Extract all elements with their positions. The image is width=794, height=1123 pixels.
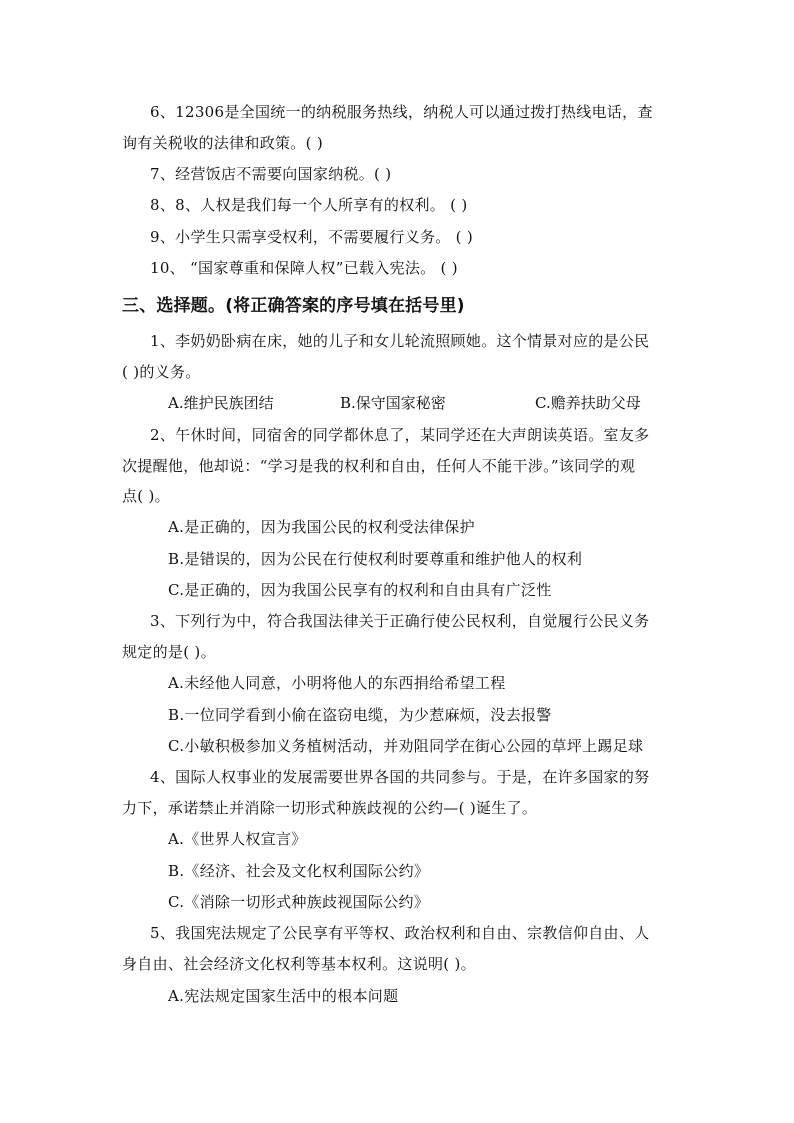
- choice-q1-options: [168, 393, 688, 413]
- judgment-q6-line2: 询有关税收的法律和政策。( ): [122, 134, 323, 152]
- choice-q4-line2: 力下，承诺禁止并消除一切形式种族歧视的公约—( )诞生了。: [122, 799, 538, 817]
- choice-q2-line3: 点( )。: [122, 487, 170, 505]
- choice-q5-line2: 身自由、社会经济文化权利等基本权利。这说明( )。: [122, 955, 476, 973]
- choice-q3-option-c: C.小敏积极参加义务植树活动，并劝阻同学在街心公园的草坪上踢足球: [168, 737, 644, 755]
- judgment-q6-line1: 6、12306是全国统一的纳税服务热线，纳税人可以通过拨打热线电话，查: [150, 103, 653, 121]
- choice-q2-option-a: A.是正确的，因为我国公民的权利受法律保护: [168, 518, 475, 536]
- choice-q5-option-a: A.宪法规定国家生活中的根本问题: [168, 987, 399, 1005]
- choice-q4-option-c: C.《消除一切形式种族歧视国际公约》: [168, 893, 430, 911]
- choice-q1-option-a: A.维护民族团结: [168, 394, 274, 412]
- judgment-q7: 7、经营饭店不需要向国家纳税。( ): [150, 165, 392, 183]
- section-heading: 三、选择题。(将正确答案的序号填在括号里): [122, 296, 465, 316]
- choice-q4-option-b: B.《经济、社会及文化权利国际公约》: [168, 862, 430, 880]
- choice-q2-option-b: B.是错误的，因为公民在行使权利时要尊重和维护他人的权利: [168, 550, 583, 568]
- choice-q1-line2: ( )的义务。: [122, 363, 201, 381]
- choice-q2-line1: 2、午休时间，同宿舍的同学都休息了，某同学还在大声朗读英语。室友多: [150, 426, 650, 444]
- choice-q2-option-c: C.是正确的，因为我国公民享有的权利和自由具有广泛性: [168, 581, 552, 599]
- choice-q1-option-b: B.保守国家秘密: [340, 394, 446, 412]
- choice-q2-line2: 次提醒他，他却说：“学习是我的权利和自由，任何人不能干涉。”该同学的观: [122, 457, 636, 475]
- choice-q5-line1: 5、我国宪法规定了公民享有平等权、政治权利和自由、宗教信仰自由、人: [150, 924, 650, 942]
- choice-q3-line2: 规定的是( )。: [122, 643, 216, 661]
- choice-q3-line1: 3、下列行为中，符合我国法律关于正确行使公民权利，自觉履行公民义务: [150, 612, 650, 630]
- choice-q1-line1: 1、李奶奶卧病在床，她的儿子和女儿轮流照顾她。这个情景对应的是公民: [150, 332, 650, 350]
- choice-q3-option-a: A.未经他人同意，小明将他人的东西捐给希望工程: [168, 674, 506, 692]
- judgment-q9: 9、小学生只需享受权利，不需要履行义务。 ( ): [150, 228, 473, 246]
- choice-q1-option-c: C.赡养扶助父母: [535, 394, 641, 412]
- choice-q4-option-a: A.《世界人权宣言》: [168, 830, 307, 848]
- judgment-q10: 10、 “国家尊重和保障人权”已载入宪法。 ( ): [150, 259, 458, 277]
- choice-q4-line1: 4、国际人权事业的发展需要世界各国的共同参与。于是，在许多国家的努: [150, 768, 650, 786]
- choice-q3-option-b: B.一位同学看到小偷在盗窃电缆，为少惹麻烦，没去报警: [168, 706, 552, 724]
- judgment-q8: 8、8、人权是我们每一个人所享有的权利。 ( ): [150, 196, 468, 214]
